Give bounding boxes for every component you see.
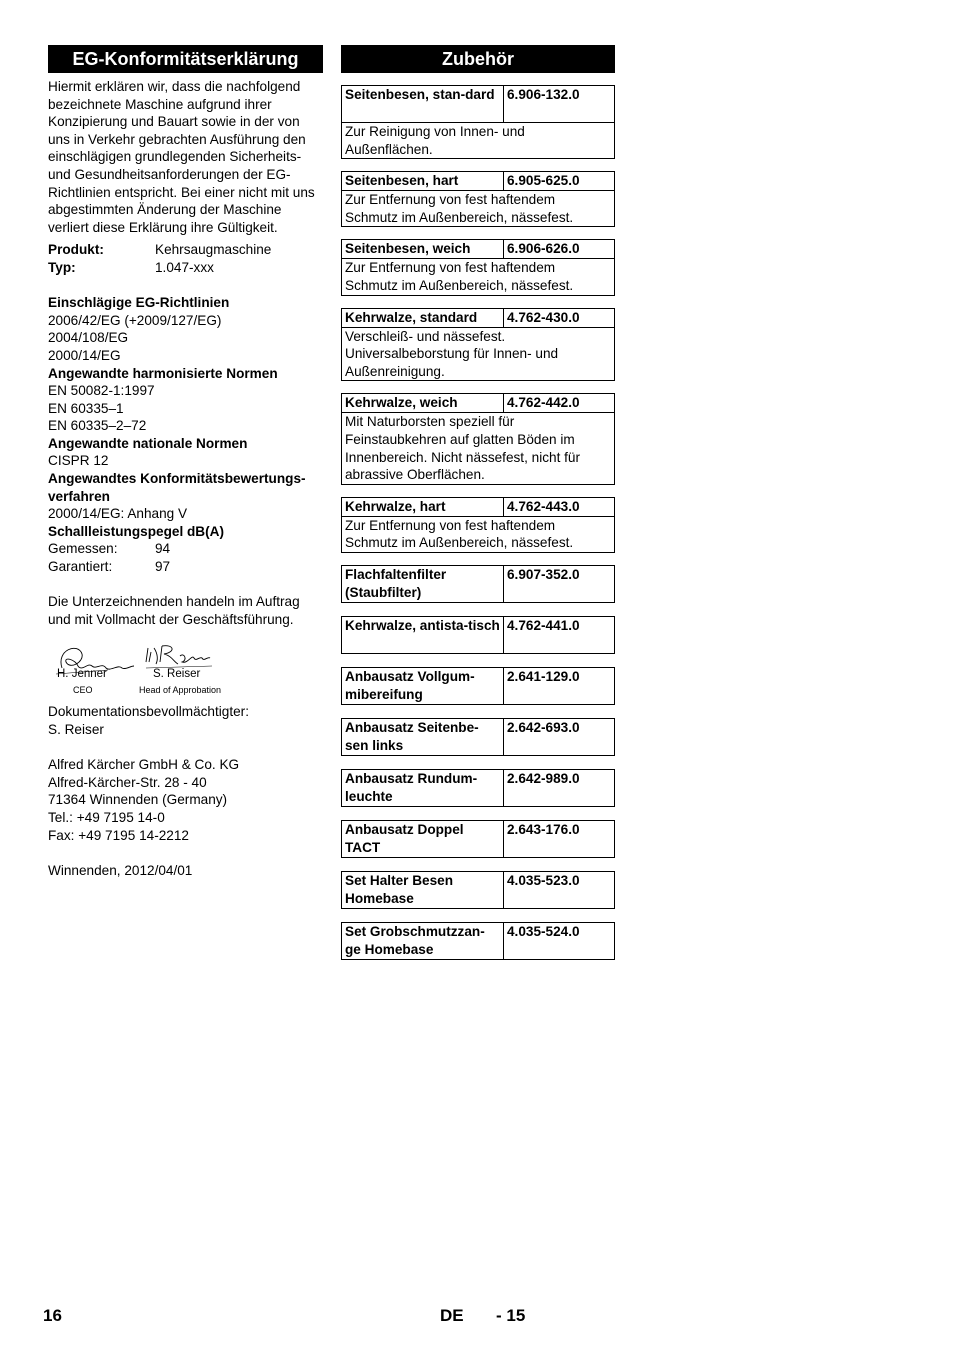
accessory-item	[341, 393, 615, 484]
accessory-number: 4.035-524.0	[507, 923, 580, 939]
accessory-description: Mit Naturborsten speziell für Feinstaubkehren auf glatten Böden im Innenbereich. Nicht nässefest, nicht für abrassive Oberflächen.	[345, 414, 580, 483]
accessory-item	[341, 616, 615, 654]
accessory-number: 4.762-430.0	[507, 309, 580, 325]
procedure-value: 2000/14/EG: Anhang V	[48, 506, 188, 522]
declaration-column	[48, 45, 323, 879]
place-date: Winnenden, 2012/04/01	[48, 862, 193, 878]
accessory-description: Zur Entfernung von fest haftendem Schmutz im Außenbereich, nässefest.	[345, 517, 574, 551]
accessory-number: 6.906-132.0	[507, 87, 580, 102]
product-block	[48, 241, 323, 276]
accessory-name: Kehrwalze, standard	[342, 309, 504, 327]
accessory-name: Anbausatz Seitenbe-sen links	[342, 719, 504, 755]
accessory-name: Anbausatz Rundum-leuchte	[342, 770, 504, 806]
signer1-role: CEO	[73, 685, 93, 696]
page-number-right: - 15	[496, 1306, 526, 1325]
directive-item: 2004/108/EG	[48, 330, 129, 346]
harmonised-item: EN 60335–1	[48, 400, 124, 416]
accessory-number: 6.905-625.0	[507, 173, 580, 189]
accessory-item	[341, 497, 615, 553]
accessory-name: Set Halter Besen Homebase	[342, 872, 504, 908]
accessory-item	[341, 922, 615, 960]
accessory-name: Kehrwalze, weich	[342, 394, 504, 412]
accessory-name: Kehrwalze, hart	[342, 498, 504, 516]
type-value: 1.047-xxx	[155, 259, 214, 275]
guaranteed-label: Garantiert:	[48, 559, 113, 575]
company-tel: Tel.: +49 7195 14-0	[48, 809, 165, 825]
accessory-number: 6.907-352.0	[507, 566, 580, 582]
accessory-number: 6.906-626.0	[507, 241, 580, 257]
harmonised-item: EN 60335–2–72	[48, 418, 147, 434]
declaration-intro: Hiermit erklären wir, dass die nachfolgend bezeichnete Maschine aufgrund ihrer Konzipierung und Bauart sowie in der von uns in Verkehr gebrachten Ausführung den einschlägigen grundlegenden Sicherheits- und Gesundheitsanforderungen der EG-Richtlinien entspricht. Bei einer nicht mit uns abgestimmten Änderung der Maschine verliert diese Erklärung ihre Gültigkeit.	[48, 79, 315, 235]
product-label: Produkt:	[48, 242, 104, 258]
accessory-item	[341, 85, 615, 159]
page-number-left: 16	[43, 1306, 62, 1325]
doc-label: Dokumentationsbevollmächtigter:	[48, 704, 249, 720]
accessory-description: Verschleiß- und nässefest. Universalbeborstung für Innen- und Außenreinigung.	[345, 328, 559, 379]
accessory-item	[341, 171, 615, 227]
accessory-name: Anbausatz Doppel TACT	[342, 821, 504, 857]
directives-heading: Einschlägige EG-Richtlinien	[48, 295, 230, 311]
accessory-item	[341, 871, 615, 909]
accessory-item	[341, 820, 615, 858]
national-item: CISPR 12	[48, 453, 109, 469]
accessory-name: Seitenbesen, hart	[342, 172, 504, 190]
accessory-number: 2.643-176.0	[507, 821, 580, 837]
directive-item: 2000/14/EG	[48, 347, 121, 363]
accessory-item	[341, 769, 615, 807]
accessory-name: Seitenbesen, stan-dard	[342, 86, 504, 122]
accessory-item	[341, 308, 615, 382]
procedure-heading: Angewandtes Konformitätsbewertungs-verfahren	[48, 471, 306, 504]
accessory-name: Anbausatz Vollgum-mibereifung	[342, 668, 504, 704]
sound-heading: Schallleistungspegel dB(A)	[48, 523, 224, 539]
accessory-item	[341, 667, 615, 705]
company-fax: Fax: +49 7195 14-2212	[48, 827, 189, 843]
accessory-number: 2.642-989.0	[507, 770, 580, 786]
harmonised-heading: Angewandte harmonisierte Normen	[48, 365, 278, 381]
company-name: Alfred Kärcher GmbH & Co. KG	[48, 757, 240, 773]
product-value: Kehrsaugmaschine	[155, 242, 272, 258]
accessory-name: Set Grobschmutzzan-ge Homebase	[342, 923, 504, 959]
declaration-title: EG-Konformitätserklärung	[48, 45, 323, 73]
signer2-name: S. Reiser	[153, 668, 201, 681]
accessory-number: 2.642-693.0	[507, 719, 580, 735]
accessory-number: 4.762-442.0	[507, 395, 580, 411]
accessory-description: Zur Reinigung von Innen- und Außenflächen.	[345, 124, 525, 157]
accessory-name: Flachfaltenfilter (Staubfilter)	[342, 566, 504, 602]
guaranteed-value: 97	[155, 559, 171, 575]
accessory-number: 4.035-523.0	[507, 872, 580, 888]
accessory-name: Kehrwalze, antista-tisch	[342, 617, 504, 653]
accessories-column	[341, 45, 615, 960]
harmonised-item: EN 50082-1:1997	[48, 383, 155, 399]
accessory-number: 2.641-129.0	[507, 668, 580, 684]
measured-label: Gemessen:	[48, 541, 118, 557]
national-heading: Angewandte nationale Normen	[48, 435, 248, 451]
measured-value: 94	[155, 541, 171, 557]
doc-name: S. Reiser	[48, 722, 104, 737]
directive-item: 2006/42/EG (+2009/127/EG)	[48, 312, 222, 328]
language-code: DE	[440, 1306, 464, 1325]
accessory-number: 4.762-441.0	[507, 617, 580, 633]
type-label: Typ:	[48, 259, 76, 275]
company-street: Alfred-Kärcher-Str. 28 - 40	[48, 774, 207, 790]
signer2-role: Head of Approbation	[139, 685, 222, 696]
accessories-title: Zubehör	[341, 45, 615, 73]
accessory-item	[341, 239, 615, 295]
company-city: 71364 Winnenden (Germany)	[48, 792, 228, 808]
signature-block	[48, 640, 323, 702]
signatories-text: Die Unterzeichnenden handeln im Auftrag und mit Vollmacht der Geschäftsführung.	[48, 594, 300, 627]
accessory-item	[341, 718, 615, 756]
signer1-name: H. Jenner	[57, 668, 107, 681]
accessory-item	[341, 565, 615, 603]
accessory-name: Seitenbesen, weich	[342, 240, 504, 258]
accessory-description: Zur Entfernung von fest haftendem Schmutz im Außenbereich, nässefest.	[345, 192, 574, 225]
accessory-number: 4.762-443.0	[507, 498, 580, 514]
accessory-description: Zur Entfernung von fest haftendem Schmutz im Außenbereich, nässefest.	[345, 260, 574, 293]
